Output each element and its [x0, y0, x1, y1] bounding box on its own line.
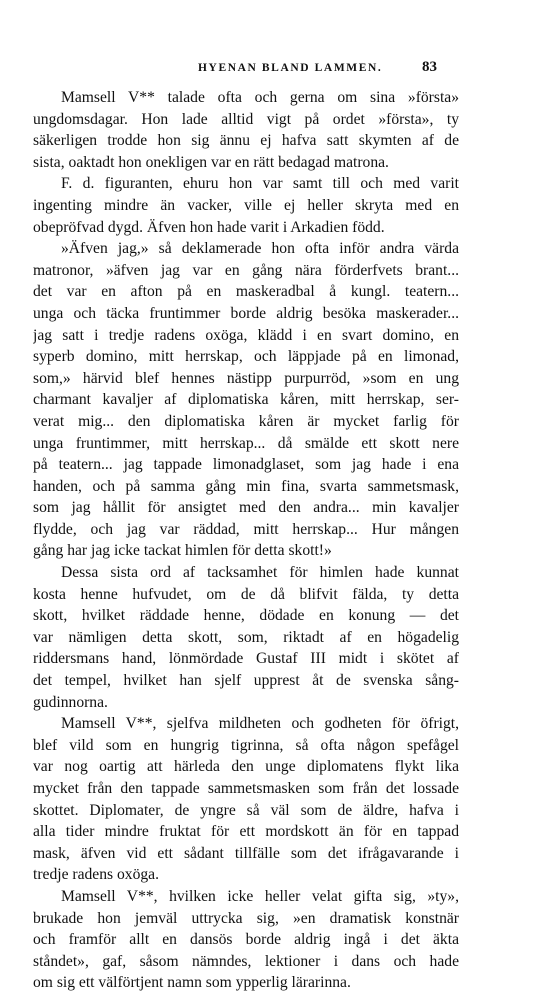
text-line: säkerligen trodde hon sig ännu ej hafva satt skymten af de: [33, 132, 459, 150]
running-head: HYENAN BLAND LAMMEN.: [198, 62, 383, 74]
page-number: 83: [422, 59, 437, 75]
text-line: ungdomsdagar. Hon lade alltid vigt på ordet »första», ty: [33, 110, 459, 128]
text-line: var nämligen detta skott, som, riktadt af en högadelig: [33, 628, 459, 646]
text-line: flydde, och jag var räddad, mitt herrskap... Hur mången: [33, 520, 459, 538]
text-line: brukade hon jemväl uttrycka sig, »en dramatisk konstnär: [33, 909, 459, 927]
text-line: Dessa sista ord af tacksamhet för himlen hade kunnat: [61, 564, 459, 582]
text-line: »Äfven jag,» så deklamerade hon ofta inför andra värda: [61, 240, 459, 258]
text-line: och framför allt en dansös borde aldrig ingå i det äkta: [33, 931, 459, 949]
text-line: obepröfvad dygd. Äfven hon hade varit i Arkadien född.: [33, 218, 385, 236]
text-line: charmant kavaljer af diplomatiska kåren, mitt herrskap, ser-: [33, 391, 459, 409]
text-line: ståndet», gaf, såsom nämndes, lektioner i dans och hade: [33, 952, 459, 970]
text-line: som jag hållit för ansigtet med den andra... min kavaljer: [33, 499, 459, 517]
text-line: syperb domino, mitt herrskap, och läppjade på en limonad,: [33, 348, 459, 366]
body-text: [33, 87, 459, 994]
text-line: Mamsell V**, hvilken icke heller velat gifta sig, »ty»,: [61, 887, 459, 905]
text-line: Mamsell V**, sjelfva mildheten och godheten för öfrigt,: [61, 715, 459, 733]
text-line: det var en afton på en maskeradbal å kungl. teatern...: [33, 283, 459, 301]
text-line: gudinnorna.: [33, 693, 108, 711]
text-line: som,» härvid blef hennes nästipp purpurröd, »som en ung: [33, 369, 459, 387]
text-line: handen, och på samma gång min fina, svarta sammetsmask,: [33, 477, 459, 495]
text-line: alla tider mindre fruktat för ett mordskott än för en tappad: [33, 823, 459, 841]
text-line: var nog oartig att härleda den unge diplomatens flykt lika: [33, 758, 459, 776]
text-line: skott, hvilket räddade henne, dödade en konung — det: [33, 607, 459, 625]
text-line: unga och täcka fruntimmer borde aldrig besöka maskerader...: [33, 304, 459, 322]
text-line: riddersmans hand, lönmördade Gustaf III midt i skötet af: [33, 650, 459, 668]
text-line: tredje radens oxöga.: [33, 866, 159, 884]
text-line: mycket från den tappade sammetsmasken som från det lossade: [33, 780, 459, 797]
text-line: verat mig... den diplomatiska kåren är mycket farlig för: [33, 412, 459, 430]
text-line: matronor, »äfven jag var en gång nära förderfvets brant...: [33, 261, 459, 279]
text-line: F. d. figuranten, ehuru hon var samt till och med varit: [61, 175, 459, 193]
text-line: jag satt i tredje radens oxöga, klädd i en svart domino, en: [33, 326, 459, 344]
text-line: skottet. Diplomater, de yngre så väl som de äldre, hafva i: [33, 801, 459, 819]
text-line: sista, oaktadt hon onekligen var en rätt bedagad matrona.: [33, 153, 389, 171]
text-line: kosta henne hufvudet, om de då blifvit fälda, ty detta: [33, 585, 459, 603]
text-line: Mamsell V** talade ofta och gerna om sina »första»: [61, 89, 459, 106]
text-line: gång har jag icke tackat himlen för detta skott!»: [33, 542, 332, 560]
text-line: på teatern... jag tappade limonadglaset, som jag hade i ena: [33, 456, 459, 474]
text-line: det tempel, hvilket han sjelf upprest åt de svenska sång-: [33, 672, 459, 690]
text-line: blef vild som en hungrig tigrinna, så ofta någon spefågel: [33, 736, 459, 754]
text-line: mask, äfven vid ett sådant tillfälle som det ifrågavarande i: [33, 844, 459, 862]
text-line: om sig ett välförtjent namn som ypperlig lärarinna.: [33, 974, 351, 992]
text-line: unga fruntimmer, mitt herrskap... då smälde ett skott nere: [33, 434, 459, 452]
text-line: ingenting mindre än vacker, ville ej heller skryta med en: [33, 196, 459, 214]
